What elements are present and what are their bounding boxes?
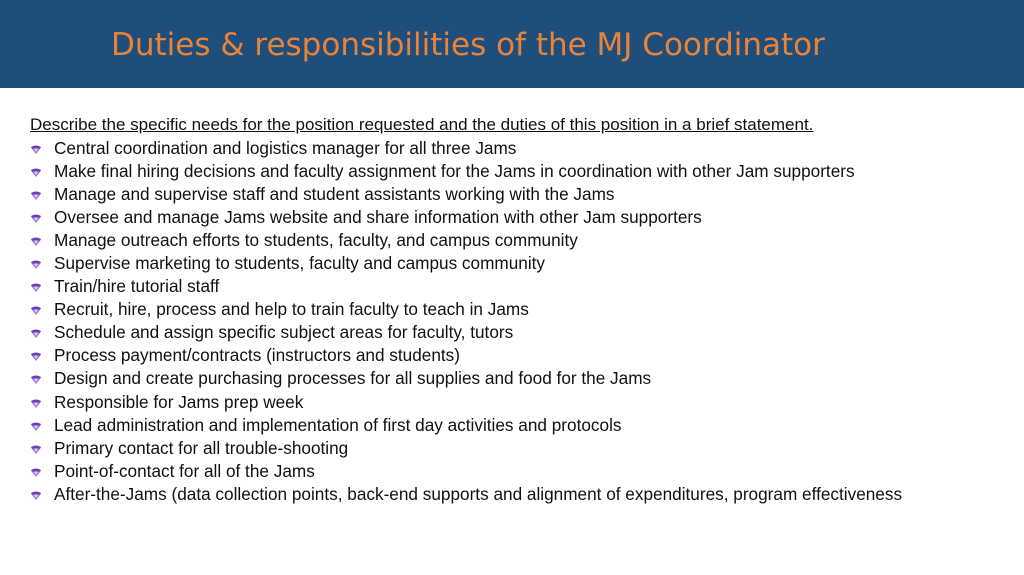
purple-gem-bullet-icon [30, 142, 42, 154]
duty-item [30, 367, 1020, 390]
purple-gem-bullet-icon [30, 488, 42, 500]
duty-item-text: Responsible for Jams prep week [54, 391, 304, 412]
purple-gem-bullet-icon [30, 234, 42, 246]
purple-gem-bullet-icon [30, 396, 42, 408]
purple-gem-bullet-icon [30, 165, 42, 177]
duty-item-text: Train/hire tutorial staff [54, 276, 220, 297]
duty-item [30, 251, 1020, 274]
duty-item [30, 136, 1020, 159]
duty-item-text: Manage outreach efforts to students, faculty, and campus community [54, 229, 578, 250]
duty-item [30, 436, 1020, 459]
intro-statement: Describe the specific needs for the position requested and the duties of this position in a brief statement. [30, 115, 814, 134]
duty-item-text: Schedule and assign specific subject areas for faculty, tutors [54, 322, 514, 343]
duty-item [30, 228, 1020, 251]
duty-item [30, 482, 1020, 505]
purple-gem-bullet-icon [30, 280, 42, 292]
duty-item-text: Manage and supervise staff and student assistants working with the Jams [54, 183, 615, 204]
purple-gem-bullet-icon [30, 349, 42, 361]
duty-item-text: Make final hiring decisions and faculty assignment for the Jams in coordination with other Jam supporters [54, 160, 855, 181]
purple-gem-bullet-icon [30, 326, 42, 338]
purple-gem-bullet-icon [30, 188, 42, 200]
slide-title: Duties & responsibilities of the MJ Coordinator [111, 27, 825, 63]
duty-item [30, 459, 1020, 482]
duty-item-text: Lead administration and implementation of first day activities and protocols [54, 414, 622, 435]
duty-item-text: Central coordination and logistics manager for all three Jams [54, 137, 517, 158]
duty-item [30, 298, 1020, 321]
duty-item [30, 344, 1020, 367]
duty-item [30, 205, 1020, 228]
purple-gem-bullet-icon [30, 211, 42, 223]
purple-gem-bullet-icon [30, 465, 42, 477]
duty-item-text: Recruit, hire, process and help to train faculty to teach in Jams [54, 299, 529, 320]
duty-item-text: Design and create purchasing processes for all supplies and food for the Jams [54, 368, 652, 389]
purple-gem-bullet-icon [30, 257, 42, 269]
duty-item [30, 321, 1020, 344]
purple-gem-bullet-icon [30, 303, 42, 315]
title-banner [0, 0, 1024, 88]
duty-item-text: Oversee and manage Jams website and share information with other Jam supporters [54, 206, 702, 227]
slide-body [30, 115, 1020, 506]
duty-item [30, 159, 1020, 182]
duty-item [30, 413, 1020, 436]
duty-item-text: Supervise marketing to students, faculty and campus community [54, 253, 546, 274]
duty-item-text: Point-of-contact for all of the Jams [54, 460, 315, 481]
duty-item [30, 182, 1020, 205]
duty-item-text: Process payment/contracts (instructors and students) [54, 345, 460, 366]
purple-gem-bullet-icon [30, 372, 42, 384]
purple-gem-bullet-icon [30, 442, 42, 454]
duty-item [30, 390, 1020, 413]
duty-item-text: Primary contact for all trouble-shooting [54, 437, 349, 458]
purple-gem-bullet-icon [30, 419, 42, 431]
duty-item [30, 275, 1020, 298]
duties-list [30, 136, 1020, 506]
duty-item-text: After-the-Jams (data collection points, back-end supports and alignment of expenditures, program effectiveness [54, 483, 903, 504]
